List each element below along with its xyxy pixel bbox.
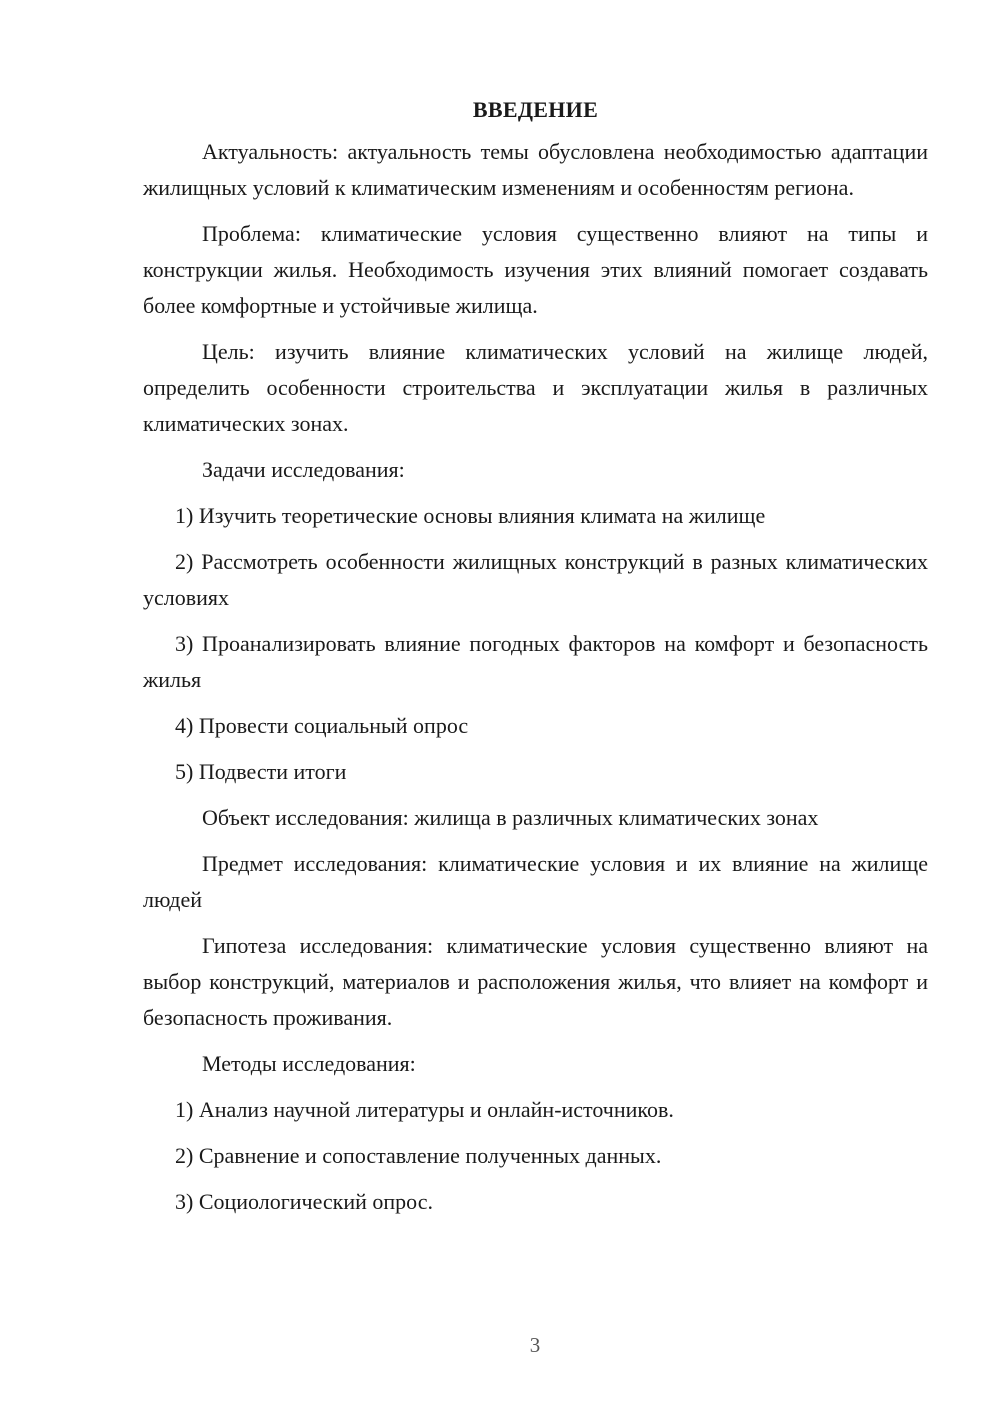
task-item-3: 3) Проанализировать влияние погодных факторов на комфорт и безопасность жилья [143,631,928,692]
page-content [143,92,928,1230]
task-item-5: 5) Подвести итоги [175,759,347,784]
goal-paragraph: Цель: изучить влияние климатических условий на жилище людей, определить особенности строительства и эксплуатации жилья в различных климатических зонах. [143,339,928,436]
methods-heading: Методы исследования: [202,1051,416,1076]
task-item-1: 1) Изучить теоретические основы влияния климата на жилище [175,503,766,528]
tasks-heading: Задачи исследования: [202,457,405,482]
section-title: ВВЕДЕНИЕ [472,97,599,122]
page-number: 3 [529,1333,541,1357]
method-item-3: 3) Социологический опрос. [175,1189,433,1214]
method-item-1: 1) Анализ научной литературы и онлайн-источников. [175,1097,674,1122]
relevance-paragraph: Актуальность: актуальность темы обусловлена необходимостью адаптации жилищных условий к климатическим изменениям и особенностям региона. [143,139,928,200]
method-item-2: 2) Сравнение и сопоставление полученных данных. [175,1143,662,1168]
object-paragraph: Объект исследования: жилища в различных климатических зонах [202,805,819,830]
task-item-2: 2) Рассмотреть особенности жилищных конструкций в разных климатических условиях [143,549,928,610]
task-item-4: 4) Провести социальный опрос [175,713,469,738]
subject-paragraph: Предмет исследования: климатические условия и их влияние на жилище людей [143,851,928,912]
problem-paragraph: Проблема: климатические условия существенно влияют на типы и конструкции жилья. Необходимость изучения этих влияний помогает создавать более комфортные и устойчивые жилища. [143,221,928,318]
hypothesis-paragraph: Гипотеза исследования: климатические условия существенно влияют на выбор конструкций, материалов и расположения жилья, что влияет на комфорт и безопасность проживания. [143,933,928,1030]
